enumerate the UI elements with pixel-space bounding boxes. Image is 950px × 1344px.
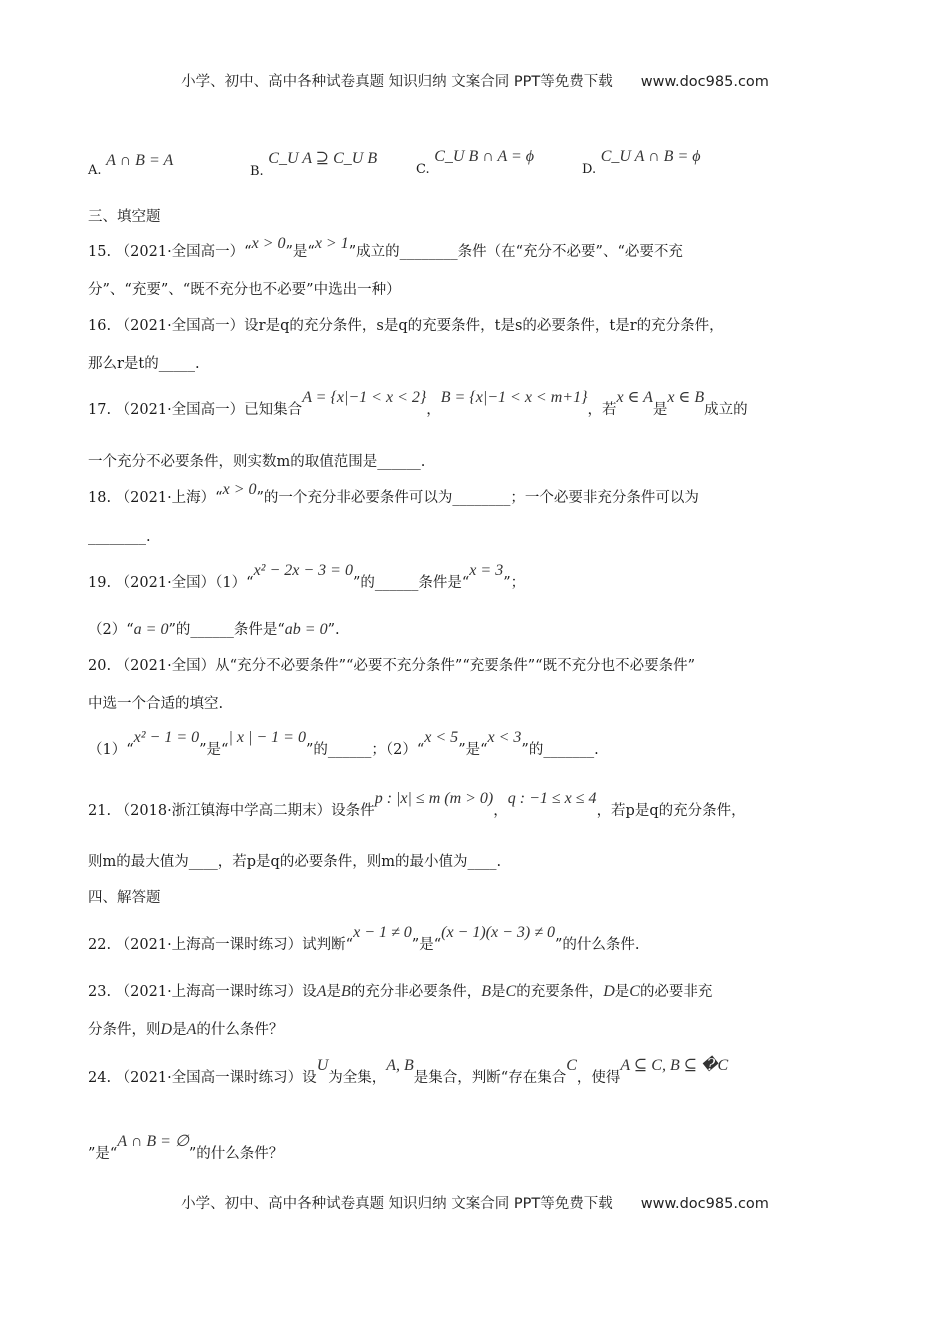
- text: ，: [493, 803, 508, 819]
- text: 是: [652, 402, 668, 418]
- question-16-line-2: 那么r是t的_____.: [88, 356, 200, 372]
- math: (x − 1)(x − 3) ≠ 0: [441, 924, 555, 941]
- question-19-part-2: [88, 620, 340, 640]
- math: x > 0: [222, 481, 257, 498]
- text: 24. （2021·全国高一课时练习）设: [88, 1070, 317, 1086]
- text: ”是“: [199, 742, 229, 758]
- option-math: C_U B ∩ A = ϕ: [434, 148, 535, 165]
- math: x = 3: [469, 562, 504, 579]
- option-label: C.: [416, 162, 430, 177]
- question-21-line-2: 则m的最大值为____，若p是q的必要条件，则m的最小值为____.: [88, 854, 502, 870]
- footer-site: www.doc985.com: [640, 1196, 769, 1212]
- math: D: [603, 983, 615, 1000]
- text: ”的什么条件.: [555, 937, 640, 953]
- text: ”成立的________条件（在“充分不必要”、“必要不充: [348, 244, 683, 260]
- question-15: [88, 235, 683, 262]
- text: ，使得: [576, 1070, 621, 1086]
- math: A, B: [386, 1057, 414, 1074]
- question-24-line-2: [88, 1133, 284, 1164]
- math: C: [505, 983, 517, 1000]
- option-math: C_U A ⊇ C_U B: [268, 150, 378, 167]
- text: ”是“: [458, 742, 488, 758]
- text: ”是“: [285, 244, 315, 260]
- question-21: [88, 790, 746, 821]
- math: q : −1 ≤ x ≤ 4: [507, 790, 597, 807]
- text: ”是“: [88, 1146, 118, 1162]
- option-label: A.: [88, 163, 102, 178]
- question-15-line-2: 分”、“充要”、“既不充分也不必要”中选出一种）: [88, 282, 401, 298]
- option-math: C_U A ∩ B = ϕ: [600, 148, 701, 165]
- section-solve-heading: 四、解答题: [88, 890, 161, 906]
- math: B: [481, 983, 492, 1000]
- header-text: 小学、初中、高中各种试卷真题 知识归纳 文案合同 PPT等免费下载: [181, 74, 613, 90]
- math: A ∩ B = ∅: [117, 1133, 189, 1150]
- option-b: [250, 148, 378, 179]
- question-20-line-2: 中选一个合适的填空.: [88, 696, 224, 712]
- question-23-line-2: [88, 1020, 283, 1040]
- question-20: 20. （2021·全国）从“充分不必要条件”“必要不充分条件”“充要条件”“既不充分也不必要条件”: [88, 658, 695, 674]
- option-math: A ∩ B = A: [106, 152, 174, 169]
- question-23: [88, 982, 712, 1002]
- math: U: [316, 1057, 329, 1074]
- math: x < 3: [487, 729, 522, 746]
- section-fill-heading: 三、填空题: [88, 209, 161, 225]
- footer-text: 小学、初中、高中各种试卷真题 知识归纳 文案合同 PPT等免费下载: [181, 1196, 613, 1212]
- option-label: D.: [582, 162, 597, 177]
- text: （2）“: [88, 622, 134, 638]
- option-a: [88, 152, 174, 178]
- math: x > 1: [314, 235, 349, 252]
- text: 成立的: [704, 402, 748, 418]
- math: C: [629, 983, 640, 1000]
- text: 是: [172, 1022, 187, 1038]
- math: ab = 0: [284, 621, 328, 638]
- text: 15. （2021·全国高一）“: [88, 244, 252, 260]
- text: 为全集，: [328, 1070, 387, 1086]
- text: 的什么条件？: [196, 1022, 284, 1038]
- math: x − 1 ≠ 0: [353, 924, 412, 941]
- text: 的充要条件，: [516, 984, 604, 1000]
- text: 19. （2021·全国）（1）“: [88, 575, 254, 591]
- text: ”的______；（2）“: [305, 742, 425, 758]
- question-18-line-2: ________.: [88, 529, 151, 545]
- text: 是: [326, 984, 341, 1000]
- text: 是集合，判断“存在集合: [413, 1070, 567, 1086]
- math: B = {x|−1 < x < m+1}: [440, 389, 588, 406]
- text: 21. （2018·浙江镇海中学高二期末）设条件: [88, 803, 375, 819]
- question-20-line-3: [88, 729, 599, 760]
- text: 的必要非充: [639, 984, 713, 1000]
- question-16: 16. （2021·全国高一）设r是q的充分条件，s是q的充要条件，t是s的必要条件，t是r的充分条件，: [88, 318, 724, 334]
- question-24: [88, 1057, 729, 1088]
- text: 17. （2021·全国高一）已知集合: [88, 402, 303, 418]
- text: 的充分非必要条件，: [350, 984, 482, 1000]
- text: ”是“: [411, 937, 442, 953]
- page-footer: [0, 1192, 950, 1213]
- math: D: [160, 1021, 173, 1038]
- text: 18. （2021·上海）“: [88, 490, 223, 506]
- question-22: [88, 924, 640, 955]
- text: ”的什么条件？: [188, 1146, 284, 1162]
- math: A: [316, 983, 327, 1000]
- math: x < 5: [424, 729, 459, 746]
- question-17-line-2: 一个充分不必要条件，则实数m的取值范围是______.: [88, 454, 426, 470]
- math: x ∈ A: [616, 389, 653, 406]
- page-header: [0, 70, 950, 91]
- text: 是: [614, 984, 630, 1000]
- question-19: [88, 562, 526, 593]
- text: ，: [426, 402, 441, 418]
- option-label: B.: [250, 164, 264, 179]
- text: 22. （2021·上海高一课时练习）试判断“: [88, 937, 354, 953]
- text: 是: [491, 984, 506, 1000]
- math: x ∈ B: [667, 389, 705, 406]
- text: ”的______条件是“: [352, 575, 470, 591]
- question-17: [88, 389, 748, 420]
- math: a = 0: [133, 621, 169, 638]
- question-18: [88, 481, 699, 508]
- text: ”的_______.: [521, 742, 599, 758]
- math: A ⊆ C, B ⊆ �: [620, 1057, 718, 1074]
- math: B: [340, 983, 351, 1000]
- math: p : |x| ≤ m (m > 0): [374, 790, 494, 807]
- text: 分条件，则: [88, 1022, 161, 1038]
- text: ”；: [503, 575, 526, 591]
- math: C: [717, 1057, 729, 1074]
- header-site: www.doc985.com: [640, 74, 769, 90]
- math: x² − 2x − 3 = 0: [253, 562, 353, 579]
- option-c: [416, 148, 535, 177]
- text: 23. （2021·上海高一课时练习）设: [88, 984, 317, 1000]
- text: ”的______条件是“: [168, 622, 285, 638]
- text: ”的一个充分非必要条件可以为________；一个必要非充分条件可以为: [256, 490, 699, 506]
- math: | x | − 1 = 0: [228, 729, 306, 746]
- math: A: [186, 1021, 197, 1038]
- text: ，若: [587, 402, 617, 418]
- option-d: [582, 148, 701, 177]
- text: （1）“: [88, 742, 134, 758]
- text: ，若p是q的充分条件，: [596, 803, 746, 819]
- math: x² − 1 = 0: [133, 729, 200, 746]
- math: C: [566, 1057, 577, 1074]
- math: A = {x|−1 < x < 2}: [302, 389, 427, 406]
- text: ”.: [327, 622, 340, 638]
- math: x > 0: [251, 235, 286, 252]
